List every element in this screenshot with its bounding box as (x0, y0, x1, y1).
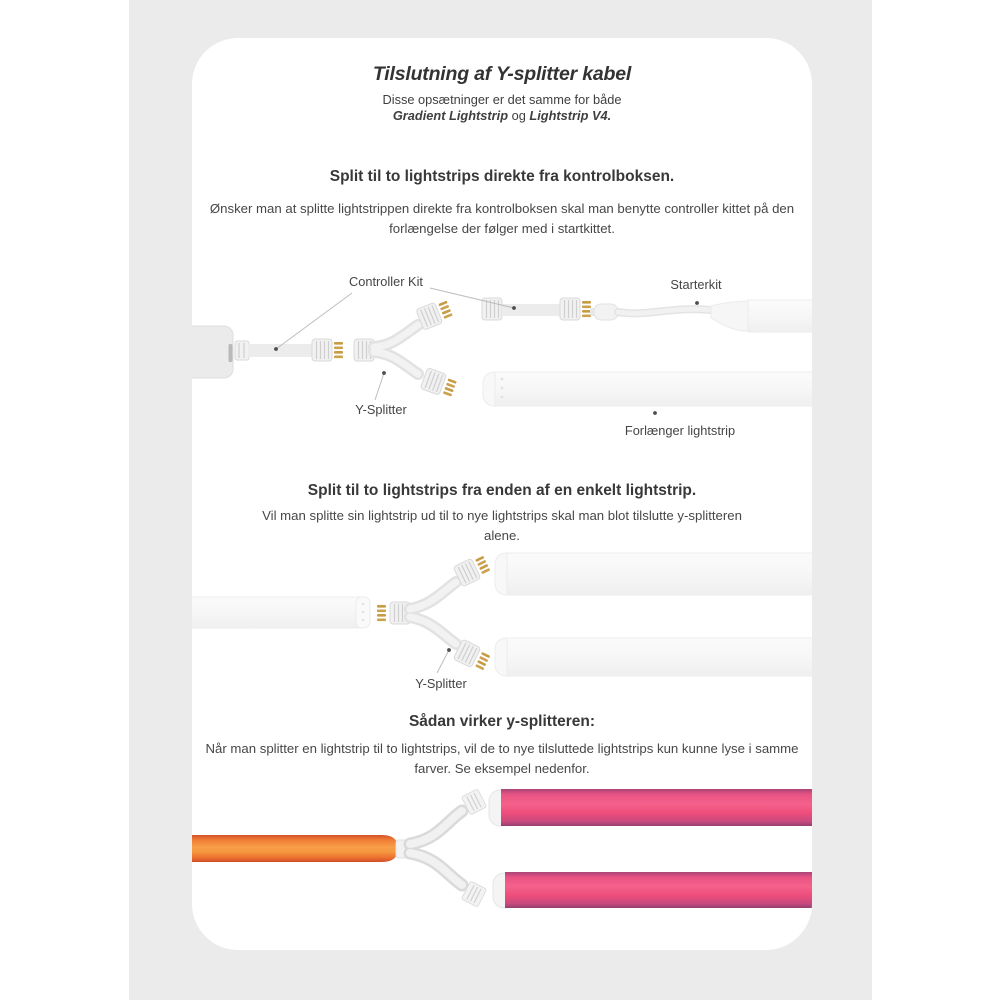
section1-body: Ønsker man at splitte lightstrippen direkte fra kontrolboksen skal man benytte controller kittet på den forlængelse der følger med i startkittet. (209, 201, 795, 236)
controller-kit-cable-2 (482, 298, 591, 320)
new-lightstrip-bottom (495, 638, 812, 676)
source-lightstrip (192, 597, 386, 628)
starterkit-strip (590, 300, 812, 332)
controller-kit-cable-1 (235, 339, 343, 361)
brand-lightstrip-v4: Lightstrip V4. (529, 107, 612, 123)
y-splitter-cable (354, 298, 458, 399)
section2-heading: Split til to lightstrips fra enden af en enkelt lightstrip. (307, 482, 697, 499)
pink-lightstrip-bottom (493, 872, 812, 908)
page-title: Tilslutning af Y-splitter kabel (372, 63, 632, 85)
forlaenger-lightstrip (483, 372, 812, 406)
new-lightstrip-top (495, 553, 812, 595)
section3-heading: Sådan virker y-splitteren: (408, 713, 596, 730)
label-starterkit: Starterkit (670, 277, 722, 292)
section2-body: Vil man splitte sin lightstrip ud til to nye lightstrips skal man blot tilslutte y-splitteren alene. (262, 508, 742, 543)
pink-lightstrip-top (489, 789, 812, 826)
subtitle (192, 92, 812, 123)
label-forlaenger-lightstrip: Forlænger lightstrip (624, 423, 736, 438)
subtitle-joiner: og (508, 107, 530, 123)
label-y-splitter-1: Y-Splitter (355, 402, 407, 417)
orange-lightstrip (192, 835, 398, 862)
section1-heading: Split til to lightstrips direkte fra kontrolboksen. (329, 168, 675, 185)
pointer-lines (437, 648, 451, 673)
diagram-split-from-strip-end (192, 545, 812, 700)
label-y-splitter-2: Y-Splitter (415, 676, 467, 691)
section3-body: Når man splitter en lightstrip til to lightstrips, vil de to nye tilsluttede lightstrips kun kunne lyse i samme farver. Se eksempel nedenfor. (205, 741, 799, 776)
diagram-color-example (192, 780, 812, 945)
y-splitter-cable (390, 553, 492, 673)
controller-box (192, 326, 233, 378)
subtitle-line1: Disse opsætninger er det samme for både (382, 92, 622, 107)
label-controller-kit: Controller Kit (349, 274, 423, 289)
instruction-card (192, 38, 812, 950)
brand-gradient-lightstrip: Gradient Lightstrip (392, 107, 509, 123)
y-splitter-cable (396, 789, 487, 907)
